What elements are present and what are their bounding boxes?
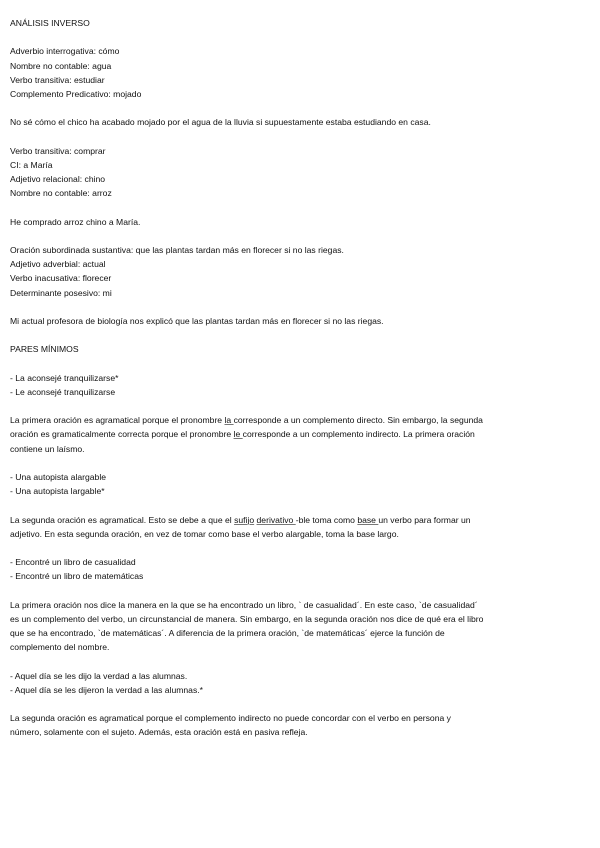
pair-line: - Aquel día se les dijeron la verdad a las alumnas.* [10,684,203,695]
explanation-3 [10,598,600,655]
underlined-text: la [224,415,234,426]
explanation-2 [10,513,600,541]
section-heading-analisis-inverso [10,16,600,30]
sentence-2 [10,215,600,229]
pair-line: - Encontré un libro de casualidad [10,557,136,568]
list-line: Verbo transitiva: comprar [10,145,106,156]
list-line: Nombre no contable: arroz [10,188,112,199]
list-line: Complemento Predicativo: mojado [10,88,142,99]
pair-4 [10,669,600,697]
list-line: Oración subordinada sustantiva: que las plantas tardan más en florecer si no las riegas. [10,245,344,255]
sentence-1 [10,115,600,129]
list-line: Adjetivo relacional: chino [10,174,106,185]
list-line: Determinante posesivo: mi [10,287,112,298]
underlined-text: base [357,514,379,525]
list-line: Adjetivo adverbial: actual [10,259,106,270]
text: oración es gramaticalmente correcta porque el pronombre [10,429,234,440]
word-list-2 [10,144,600,201]
heading-text: ANÁLISIS INVERSO [10,18,90,28]
para-line [10,427,600,441]
document-page [10,16,600,754]
list-line: Adverbio interrogativa: cómo [10,46,120,57]
pair-line: - La aconsejé tranquilizarse* [10,372,119,383]
section-heading-pares-minimos [10,342,600,356]
pair-1 [10,371,600,399]
para-line: que se ha encontrado, `de matemáticas´. A diferencia de la primera oración, `de matemáticas´ ejerce la función de [10,628,445,639]
para-line: adjetivo. En esta segunda oración, en vez de tomar como base el verbo alargable, toma la base largo. [10,528,399,539]
pair-line: - Encontré un libro de matemáticas [10,571,144,582]
para-line: La segunda oración es agramatical porque el complemento indirecto no puede concordar con el verbo en persona y [10,713,451,724]
pair-line: - Una autopista alargable [10,472,107,482]
sentence-text: No sé cómo el chico ha acabado mojado por el agua de la lluvia si supuestamente estaba estudiando en casa. [10,117,431,128]
list-line: Nombre no contable: agua [10,60,112,71]
sentence-3 [10,314,600,328]
explanation-1 [10,413,600,456]
para-line: La primera oración nos dice la manera en la que se ha encontrado un libro, ` de casualidad´. En este caso, `de casualidad´ [10,599,478,610]
text: La primera oración es agramatical porque el pronombre [10,415,225,426]
sentence-text: He comprado arroz chino a María. [10,216,141,227]
list-line: Verbo inacusativa: florecer [10,273,112,284]
sentence-text: Mi actual profesora de biología nos explicó que las plantas tardan más en florecer si no las riegas. [10,315,384,326]
para-line [10,513,600,527]
underlined-text: le [233,429,243,440]
para-line: contiene un laísmo. [10,443,85,454]
underlined-text: derivativo [256,514,296,525]
pair-2 [10,470,600,498]
para-line: número, solamente con el sujeto. Además, esta oración está en pasiva refleja. [10,727,308,738]
para-line: es un complemento del verbo, un circunstancial de manera. Sin embargo, en la segunda oración nos dice de qué era el libro [10,613,484,624]
text: corresponde a un complemento directo. Sin embargo, la segunda [233,415,483,426]
text: corresponde a un complemento indirecto. La primera oración [242,429,475,440]
text: un verbo para formar un [378,514,471,525]
word-list-1 [10,44,600,101]
heading-text: PARES MÍNIMOS [10,344,79,355]
para-line [10,413,600,427]
pair-line: - Una autopista largable* [10,486,105,497]
list-line: Verbo transitiva: estudiar [10,74,105,85]
underlined-text: sufijo [234,514,255,525]
pair-line: - Le aconsejé tranquilizarse [10,386,116,397]
pair-3 [10,555,600,583]
explanation-4 [10,711,600,739]
pair-line: - Aquel día se les dijo la verdad a las alumnas. [10,670,188,681]
para-line: complemento del nombre. [10,642,110,653]
word-list-3 [10,243,600,300]
list-line: CI: a María [10,159,53,170]
text: La segunda oración es agramatical. Esto se debe a que el [10,514,235,525]
text: -ble toma como [295,514,358,525]
